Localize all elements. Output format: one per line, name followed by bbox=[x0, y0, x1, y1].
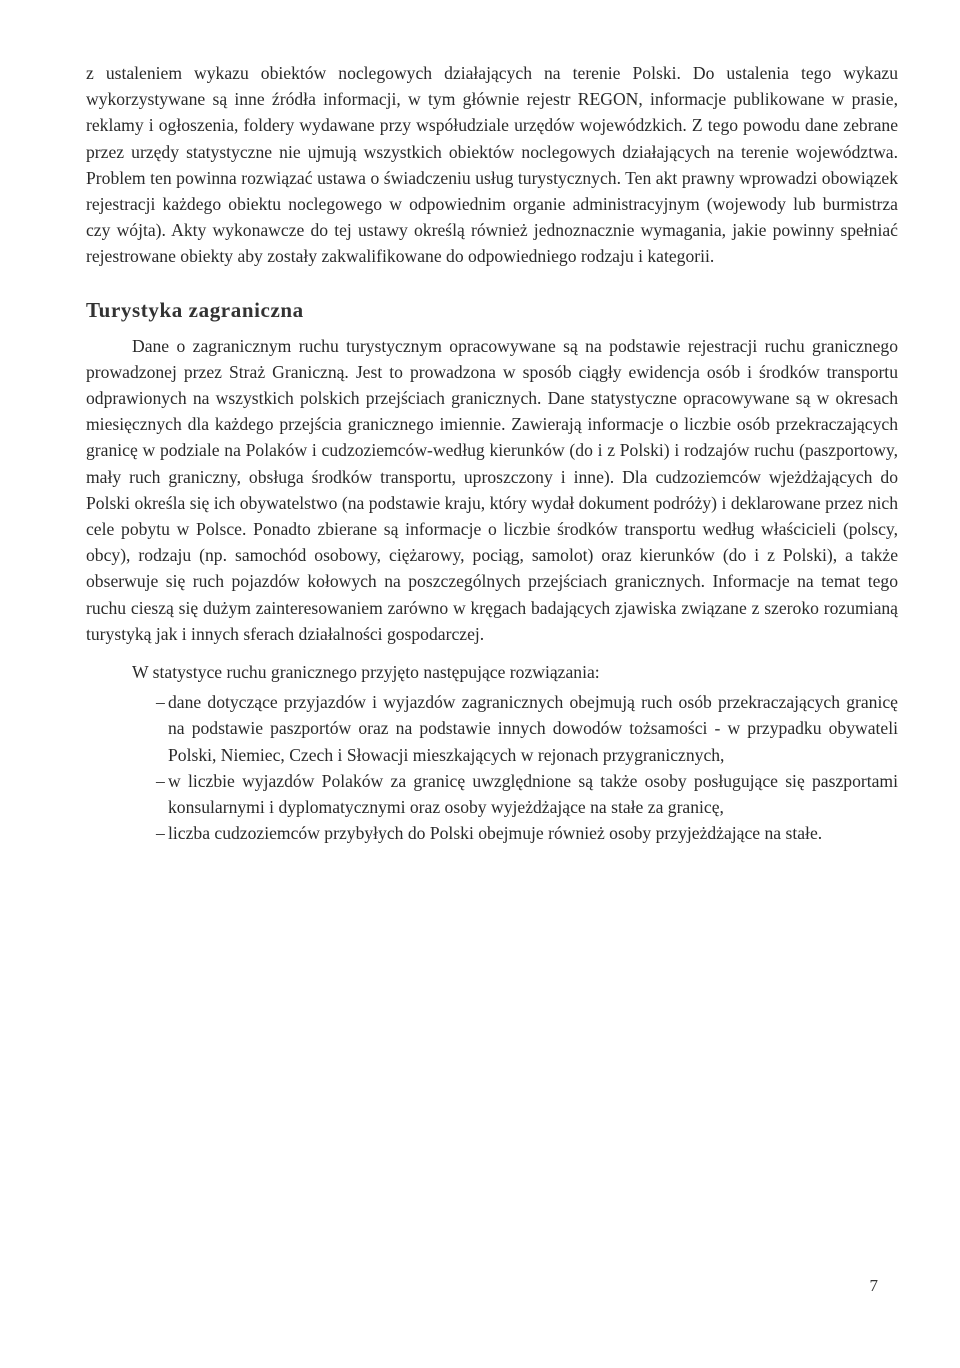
section-body-paragraph: Dane o zagranicznym ruchu turystycznym opracowywane są na podstawie rejestracji ruchu granicznego prowadzonej przez Straż Graniczną. Jest to prowadzona w sposób ciągły ewidencja osób i środków transportu odprawionych na wszystkich polskich przejściach granicznych. Dane statystyczne opracowywane są w okresach miesięcznych dla każdego przejścia granicznego imiennie. Zawierają informacje o liczbie osób przekraczających granicę w podziale na Polaków i cudzoziemców-według kierunków (do i z Polski) i rodzajów ruchu (paszportowy, mały ruch graniczny, obsługa środków transportu, uproszczony i inne). Dla cudzoziemców wjeżdżających do Polski określa się ich obywatelstwo (na podstawie kraju, który wydał dokument podróży) i deklarowane przez nich cele pobytu w Polsce. Ponadto zbierane są informacje o liczbie środków transportu według właścicieli (polscy, obcy), rodzaju (np. samochód osobowy, ciężarowy, pociąg, samolot) oraz kierunków (do i z Polski), a także obserwuje się ruch pojazdów kołowych na poszczególnych przejściach granicznych. Informacje na temat tego ruchu cieszą się dużym zainteresowaniem zarówno w kręgach badających zjawiska związane z szeroko rozumianą turystyką jak i innych sferach działalności gospodarczej. bbox=[86, 335, 898, 644]
intro-paragraph: z ustaleniem wykazu obiektów noclegowych działających na terenie Polski. Do ustalenia tego wykazu wykorzystywane są inne źródła informacji, w tym głównie rejestr REGON, informacje publikowane w prasie, reklamy i ogłoszenia, foldery wydawane przy współudziale urzędów wojewódzkich. Z tego powodu dane zebrane przez urzędy statystyczne nie ujmują wszystkich obiektów noclegowych działających na terenie województwa. Problem ten powinna rozwiązać ustawa o świadczeniu usług turystycznych. Ten akt prawny wprowadzi obowiązek rejestracji każdego obiektu noclegowego w odpowiednim organie administracyjnym (wojewody lub burmistrza czy wójta). Akty wykonawcze do tej ustawy określą również jednoznacznie wymagania, jakie powinny spełniać rejestrowane obiekty aby zostały zakwalifikowane do odpowiedniego rodzaju i kategorii. bbox=[86, 63, 898, 267]
dash-bullet: – bbox=[156, 692, 165, 713]
list-item bbox=[156, 820, 898, 846]
section-heading: Turystyka zagraniczna bbox=[86, 297, 304, 322]
list-item-text: w liczbie wyjazdów Polaków za granicę uwzględnione są także osoby posługujące się paszportami konsularnymi i dyplomatycznymi oraz osoby wyjeżdżające na stałe za granicę, bbox=[168, 770, 898, 818]
dash-bullet: – bbox=[156, 823, 165, 844]
dash-bullet: – bbox=[156, 770, 165, 791]
solutions-list bbox=[86, 689, 898, 846]
list-lead-paragraph: W statystyce ruchu granicznego przyjęto następujące rozwiązania: bbox=[132, 662, 600, 683]
page-content bbox=[86, 60, 898, 846]
list-item-text: dane dotyczące przyjazdów i wyjazdów zagranicznych obejmują ruch osób przekraczających granicę na podstawie paszportów oraz na podstawie innych dowodów tożsamości - w przypadku obywateli Polski, Niemiec, Czech i Słowacji mieszkających w rejonach przygranicznych, bbox=[168, 692, 898, 765]
list-item-text: liczba cudzoziemców przybyłych do Polski obejmuje również osoby przyjeżdżające na stałe. bbox=[168, 823, 823, 844]
list-item bbox=[156, 689, 898, 768]
list-item bbox=[156, 768, 898, 820]
page-number: 7 bbox=[869, 1276, 878, 1295]
